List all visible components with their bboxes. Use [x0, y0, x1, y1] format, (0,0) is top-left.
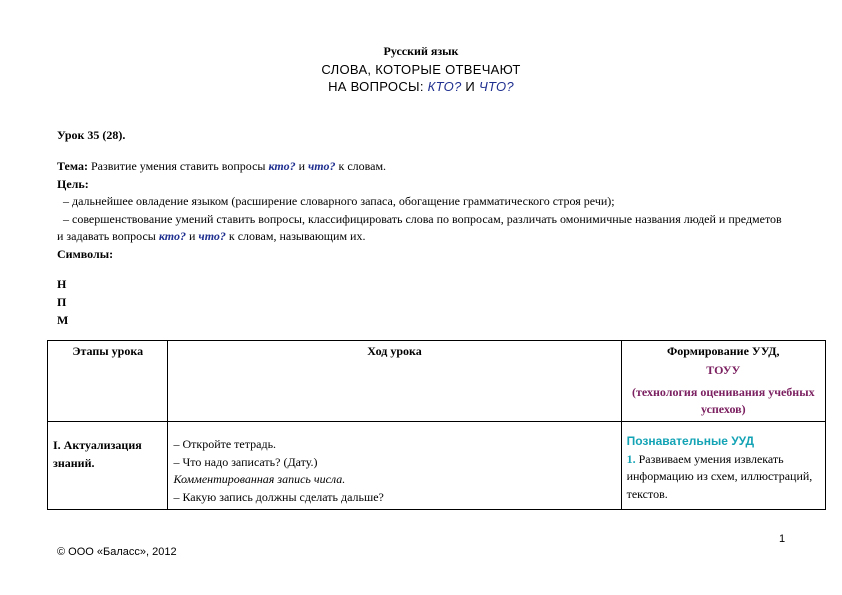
step-line: – Что надо записать? (Дату.) [173, 454, 318, 469]
goal-item-1: – дальнейшее овладение языком (расширение словарного запаса, обогащение грамматического строя речи); [63, 194, 615, 208]
symbol-item: М [57, 313, 69, 327]
stage-cell: I. Актуализация знаний. [48, 422, 168, 510]
steps-cell [168, 422, 621, 510]
copyright: © ООО «Баласс», 2012 [57, 546, 177, 558]
goal-item-2: – совершенствование умений ставить вопросы, классифицировать слова по вопросам, различать омонимичные названия людей и предметов и задавать вопросы кто? и что? к словам, называющим их. [57, 211, 782, 243]
lesson-table [47, 340, 826, 510]
subject-heading: Русский язык [383, 44, 459, 58]
lesson-description [57, 158, 787, 263]
symbols-label: Символы: [57, 246, 114, 261]
page-number: 1 [779, 533, 786, 545]
table-header-row [48, 341, 826, 422]
title-question-chto: ЧТО? [478, 79, 514, 94]
goal-label: Цель: [57, 176, 89, 191]
page-title [0, 61, 842, 95]
uud-cell [621, 422, 825, 510]
header-stages: Этапы урока [48, 341, 168, 422]
symbol-item: П [57, 295, 67, 309]
touu-label: ТОУУ [706, 363, 741, 377]
uud-title: Познавательные УУД [626, 434, 755, 448]
header-uud: Формирование УУД, ТОУУ (технология оценивания учебных успехов) [621, 341, 825, 422]
topic-line: Тема: Развитие умения ставить вопросы кто? и что? к словам. [57, 159, 387, 173]
step-line: – Откройте тетрадь. [173, 437, 277, 451]
step-line: – Какую запись должны сделать дальше? [173, 489, 384, 504]
title-line-2: НА ВОПРОСЫ: КТО? И ЧТО? [328, 79, 514, 94]
title-question-kto: КТО? [427, 79, 462, 94]
header-course: Ход урока [168, 341, 621, 422]
lesson-number: Урок 35 (28). [57, 128, 126, 142]
symbol-item: Н [57, 277, 67, 291]
title-line-1: СЛОВА, КОТОРЫЕ ОТВЕЧАЮТ [321, 62, 521, 77]
table-row [48, 422, 826, 510]
symbols-list [57, 275, 68, 329]
step-line: Комментированная запись числа. [173, 472, 346, 486]
touu-description: (технология оценивания учебных успехов) [632, 385, 815, 416]
uud-text: 1. Развиваем умения извлекать информацию из схем, иллюстраций, текстов. [626, 451, 813, 501]
